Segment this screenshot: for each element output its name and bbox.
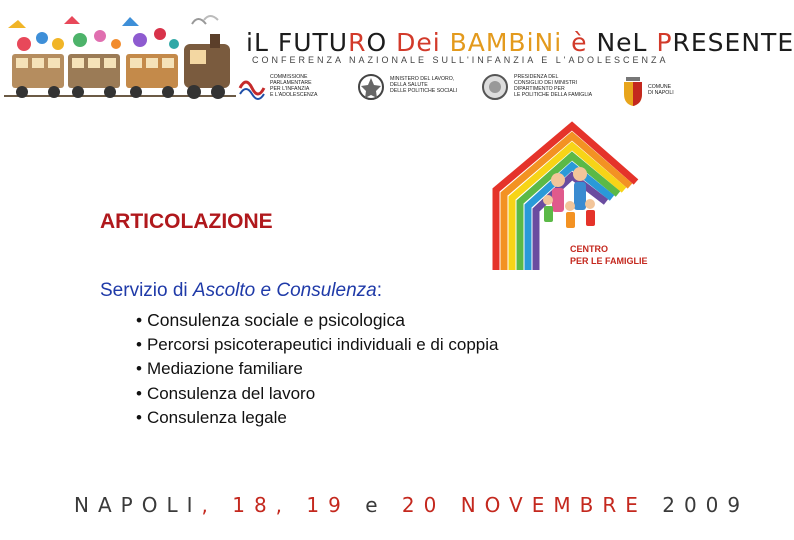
centro-logo-line1: CENTRO: [570, 244, 608, 254]
footer-date-line: NAPOLI, 18, 19 e 20 NOVEMBRE 2009: [74, 493, 750, 517]
bullet-icon: •: [136, 359, 142, 378]
banner-subtitle: CONFERENZA NAZIONALE SULL'INFANZIA E L'ADOLESCENZA: [252, 55, 669, 65]
napoli-logo-text: COMUNE DI NAPOLI: [648, 84, 674, 96]
presidenza-logo-text: PRESIDENZA DEL CONSIGLIO DEI MINISTRI DIPARTIMENTO PER LE POLITICHE DELLA FAMIGLIA: [514, 74, 593, 98]
footer-day-3: 20: [401, 493, 446, 517]
train-illustration: [4, 14, 236, 104]
ministero-emblem-icon: [356, 72, 386, 102]
bullet-icon: •: [136, 408, 142, 427]
footer-day-1: 18: [232, 493, 276, 517]
footer-day-2: 19: [306, 493, 350, 517]
centro-logo-line2: PER LE FAMIGLIE: [570, 256, 648, 266]
bullet-icon: •: [136, 310, 143, 330]
commissione-logo-icon: [236, 74, 266, 102]
page-heading: ARTICOLAZIONE: [100, 210, 273, 233]
bullet-icon: •: [136, 383, 142, 403]
footer-conj: e: [365, 493, 387, 517]
footer-month: NOVEMBRE: [460, 493, 647, 517]
centro-per-le-famiglie-logo: [486, 120, 666, 278]
footer-year: 2009: [662, 493, 750, 517]
bullet-icon: •: [136, 334, 142, 354]
list-item: • Consulenza sociale e psicologica: [136, 308, 498, 333]
list-item: • Percorsi psicoterapeutici individuali e di coppia: [136, 333, 498, 358]
section-title: Servizio di Ascolto e Consulenza:: [100, 280, 382, 301]
presidenza-emblem-icon: [480, 72, 510, 102]
napoli-coat-of-arms-icon: [622, 76, 644, 106]
services-list: [136, 308, 498, 431]
list-item: • Consulenza legale: [136, 406, 498, 431]
commissione-logo-text: COMMISSIONE PARLAMENTARE PER L'INFANZIA E L'ADOLESCENZA: [270, 74, 318, 98]
list-item: • Consulenza del lavoro: [136, 382, 498, 407]
banner-title: iL FUTURO Dei BAMBiNi è NeL PRESENTE: [246, 28, 794, 57]
ministero-logo-text: MINISTERO DEL LAVORO, DELLA SALUTE DELLE POLITICHE SOCIALI: [390, 76, 458, 94]
list-item: • Mediazione familiare: [136, 357, 498, 382]
footer-city: NAPOLI: [74, 493, 202, 517]
